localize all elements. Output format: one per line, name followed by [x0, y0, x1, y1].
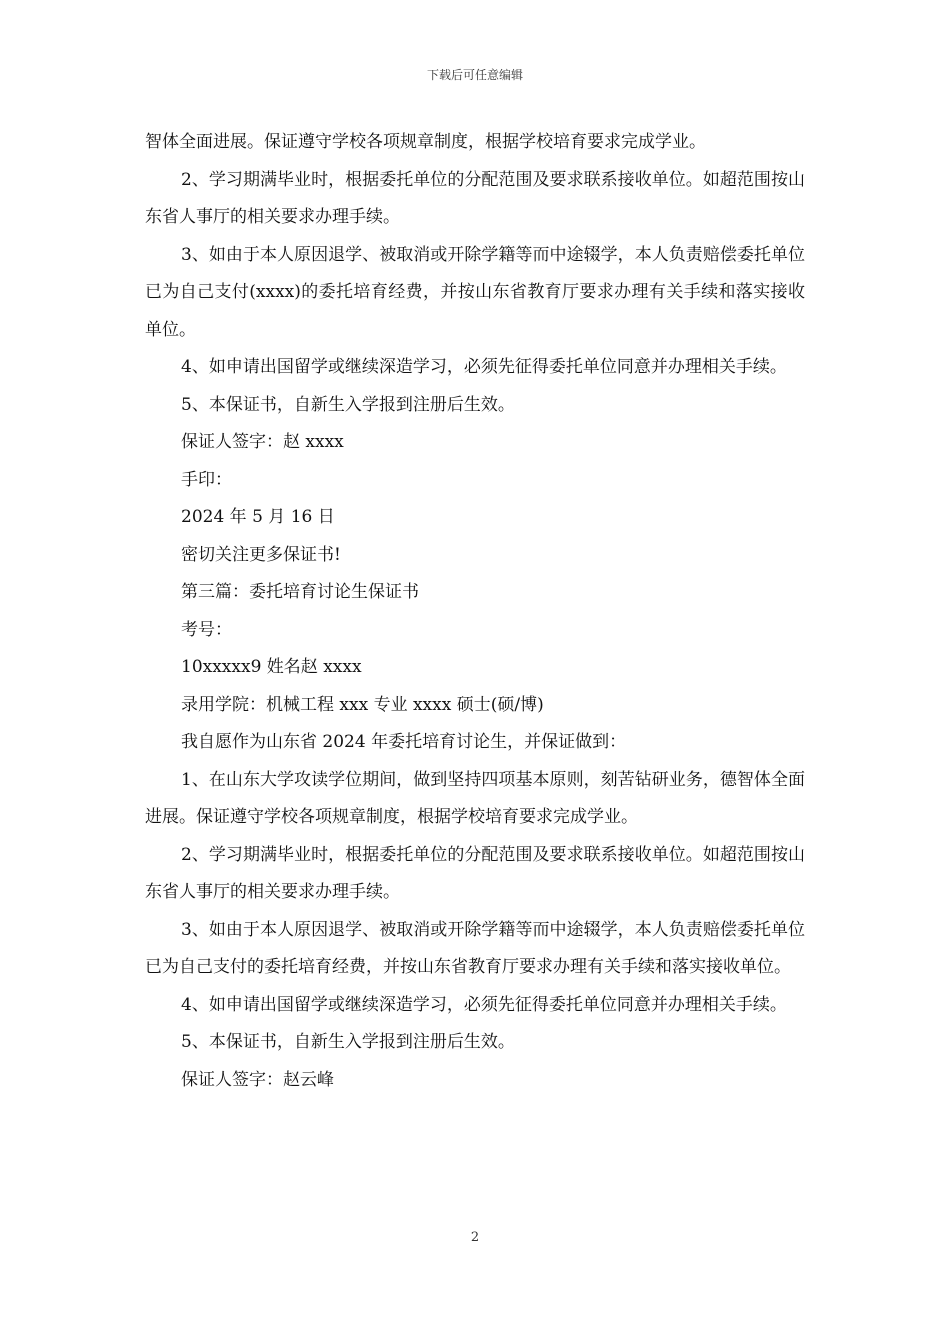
paragraph-18: 5、本保证书，自新生入学报到注册后生效。 — [181, 1032, 515, 1052]
admission-college: 录用学院：机械工程 xxx 专业 xxxx 硕士(硕/博) — [181, 694, 544, 715]
exam-number-label: 考号： — [181, 619, 232, 640]
paragraph-1: 2、学习期满毕业时，根据委托单位的分配范围及要求联系接收单位。如超范围按山东省人事厅的相关要求办理手续。 — [145, 169, 805, 227]
notice-line: 密切关注更多保证书! — [181, 544, 341, 565]
document-body — [145, 124, 805, 1099]
fingerprint-line: 手印： — [181, 469, 232, 490]
page-number: 2 — [470, 1230, 480, 1245]
paragraph-17: 4、如申请出国留学或继续深造学习，必须先征得委托单位同意并办理相关手续。 — [181, 994, 787, 1015]
paragraph-0: 智体全面进展。保证遵守学校各项规章制度，根据学校培育要求完成学业。 — [145, 132, 706, 152]
signature-line: 保证人签字：赵 xxxx — [181, 432, 344, 452]
date-line: 2024 年 5 月 16 日 — [181, 507, 335, 527]
exam-number-name: 10xxxxx9 姓名赵 xxxx — [181, 657, 362, 677]
page-header: 下载后可任意编辑 — [426, 68, 523, 82]
paragraph-14: 1、在山东大学攻读学位期间，做到坚持四项基本原则，刻苦钻研业务，德智体全面进展。保证遵守学校各项规章制度，根据学校培育要求完成学业。 — [145, 769, 805, 827]
paragraph-16: 3、如由于本人原因退学、被取消或开除学籍等而中途辍学，本人负责赔偿委托单位已为自己支付的委托培育经费，并按山东省教育厅要求办理有关手续和落实接收单位。 — [145, 919, 805, 977]
section-title: 第三篇：委托培育讨论生保证书 — [181, 582, 419, 602]
paragraph-3: 4、如申请出国留学或继续深造学习，必须先征得委托单位同意并办理相关手续。 — [181, 357, 787, 377]
signature-line-2: 保证人签字：赵云峰 — [181, 1069, 334, 1090]
paragraph-4: 5、本保证书，自新生入学报到注册后生效。 — [181, 394, 515, 415]
pledge-intro: 我自愿作为山东省 2024 年委托培育讨论生，并保证做到： — [181, 732, 627, 752]
paragraph-15: 2、学习期满毕业时，根据委托单位的分配范围及要求联系接收单位。如超范围按山东省人事厅的相关要求办理手续。 — [145, 844, 805, 902]
paragraph-2: 3、如由于本人原因退学、被取消或开除学籍等而中途辍学，本人负责赔偿委托单位已为自己支付(xxxx)的委托培育经费，并按山东省教育厅要求办理有关手续和落实接收单位。 — [145, 244, 805, 340]
